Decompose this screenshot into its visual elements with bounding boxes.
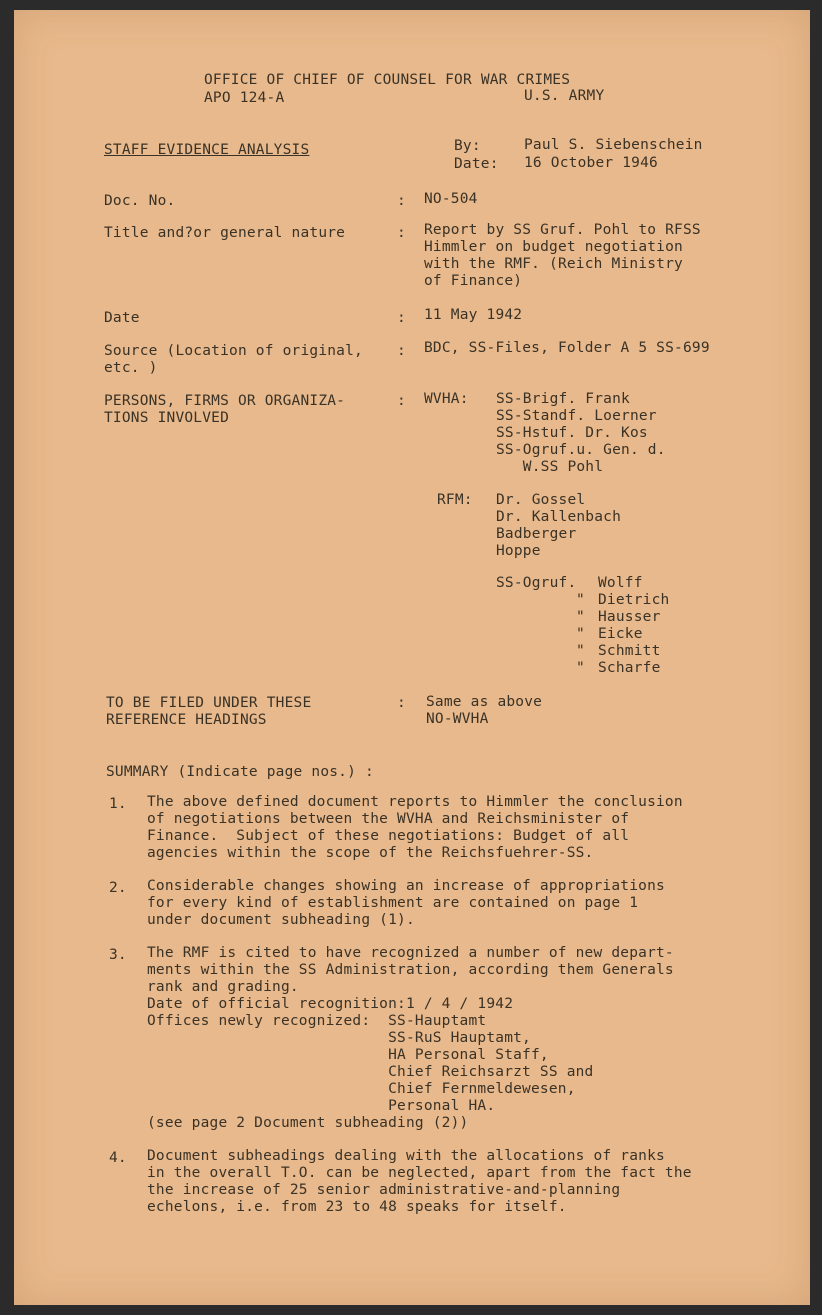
- date-field-value: 11 May 1942: [424, 307, 523, 323]
- ogruf-person: Hausser: [598, 609, 661, 625]
- summary-line: echelons, i.e. from 23 to 48 speaks for itself.: [147, 1199, 567, 1215]
- summary-line: Finance. Subject of these negotiations: Budget of all: [147, 828, 630, 844]
- persons-label-line: PERSONS, FIRMS OR ORGANIZA-: [104, 393, 346, 409]
- by-label: By:: [454, 138, 481, 154]
- summary-item-number: 4.: [109, 1150, 127, 1166]
- summary-line: the increase of 25 senior administrative-and-planning: [147, 1182, 621, 1198]
- summary-line: Date of official recognition:1 / 4 / 1942: [147, 996, 514, 1012]
- apo-number: APO 124-A: [204, 90, 285, 106]
- filed-label-line: TO BE FILED UNDER THESE: [106, 695, 312, 711]
- wvha-person: SS-Brigf. Frank: [496, 391, 630, 407]
- filed-value: Same as above: [426, 694, 543, 710]
- title-value-line: Report by SS Gruf. Pohl to RFSS: [424, 222, 701, 238]
- ditto-mark: ": [576, 660, 585, 676]
- doc-no-value: NO-504: [424, 191, 478, 207]
- analysis-date: 16 October 1946: [524, 155, 658, 171]
- wvha-person: SS-Hstuf. Dr. Kos: [496, 425, 648, 441]
- rfm-person: Badberger: [496, 526, 577, 542]
- title-value-line: Himmler on budget negotiation: [424, 239, 683, 255]
- summary-line: The above defined document reports to Himmler the conclusion: [147, 794, 683, 810]
- rfm-person: Dr. Kallenbach: [496, 509, 622, 525]
- rfm-label: RFM:: [437, 492, 473, 508]
- date-label: Date:: [454, 156, 499, 172]
- wvha-person: W.SS Pohl: [496, 459, 604, 475]
- document-page: [14, 10, 810, 1305]
- summary-line: Document subheadings dealing with the allocations of ranks: [147, 1148, 665, 1164]
- date-field-label: Date: [104, 310, 140, 326]
- ogruf-person: Dietrich: [598, 592, 670, 608]
- army-label: U.S. ARMY: [524, 88, 605, 104]
- ogruf-person: Wolff: [598, 575, 643, 591]
- ditto-mark: ": [576, 592, 585, 608]
- ditto-mark: ": [576, 643, 585, 659]
- summary-line: in the overall T.O. can be neglected, apart from the fact the: [147, 1165, 692, 1181]
- summary-line: Offices newly recognized: SS-Hauptamt: [147, 1013, 487, 1029]
- analysis-title: STAFF EVIDENCE ANALYSIS: [104, 142, 310, 158]
- doc-no-label: Doc. No.: [104, 193, 176, 209]
- wvha-person: SS-Standf. Loerner: [496, 408, 657, 424]
- colon: :: [397, 225, 406, 241]
- summary-heading: SUMMARY (Indicate page nos.) :: [106, 764, 374, 780]
- colon: :: [397, 193, 406, 209]
- source-value: BDC, SS-Files, Folder A 5 SS-699: [424, 340, 710, 356]
- filed-label-line: REFERENCE HEADINGS: [106, 712, 267, 728]
- ogruf-person: Scharfe: [598, 660, 661, 676]
- rfm-person: Hoppe: [496, 543, 541, 559]
- title-value-line: with the RMF. (Reich Ministry: [424, 256, 683, 272]
- summary-item-number: 1.: [109, 796, 127, 812]
- ditto-mark: ": [576, 609, 585, 625]
- office-title: OFFICE OF CHIEF OF COUNSEL FOR WAR CRIMES: [204, 72, 571, 88]
- colon: :: [397, 343, 406, 359]
- source-label-line: Source (Location of original,: [104, 343, 363, 359]
- colon: :: [397, 393, 406, 409]
- title-value-line: of Finance): [424, 273, 523, 289]
- summary-line: under document subheading (1).: [147, 912, 415, 928]
- ogruf-person: Eicke: [598, 626, 643, 642]
- summary-line: for every kind of establishment are contained on page 1: [147, 895, 639, 911]
- title-label: Title and?or general nature: [104, 225, 346, 241]
- summary-line: rank and grading.: [147, 979, 299, 995]
- analyst-name: Paul S. Siebenschein: [524, 137, 703, 153]
- summary-line: agencies within the scope of the Reichsfuehrer-SS.: [147, 845, 594, 861]
- colon: :: [397, 310, 406, 326]
- summary-line: SS-RuS Hauptamt,: [147, 1030, 531, 1046]
- colon: :: [397, 695, 406, 711]
- filed-value: NO-WVHA: [426, 711, 489, 727]
- wvha-label: WVHA:: [424, 391, 469, 407]
- summary-line: Personal HA.: [147, 1098, 496, 1114]
- summary-item-number: 3.: [109, 947, 127, 963]
- summary-line: ments within the SS Administration, according them Generals: [147, 962, 674, 978]
- summary-line: (see page 2 Document subheading (2)): [147, 1115, 469, 1131]
- summary-line: HA Personal Staff,: [147, 1047, 549, 1063]
- summary-line: The RMF is cited to have recognized a number of new depart-: [147, 945, 674, 961]
- persons-label-line: TIONS INVOLVED: [104, 410, 230, 426]
- rfm-person: Dr. Gossel: [496, 492, 586, 508]
- summary-line: Considerable changes showing an increase of appropriations: [147, 878, 665, 894]
- summary-line: of negotiations between the WVHA and Reichsminister of: [147, 811, 630, 827]
- ditto-mark: ": [576, 626, 585, 642]
- ogruf-person: Schmitt: [598, 643, 661, 659]
- source-label-line: etc. ): [104, 360, 158, 376]
- summary-line: Chief Reichsarzt SS and: [147, 1064, 594, 1080]
- summary-item-number: 2.: [109, 880, 127, 896]
- wvha-person: SS-Ogruf.u. Gen. d.: [496, 442, 666, 458]
- ogruf-label: SS-Ogruf.: [496, 575, 577, 591]
- summary-line: Chief Fernmeldewesen,: [147, 1081, 576, 1097]
